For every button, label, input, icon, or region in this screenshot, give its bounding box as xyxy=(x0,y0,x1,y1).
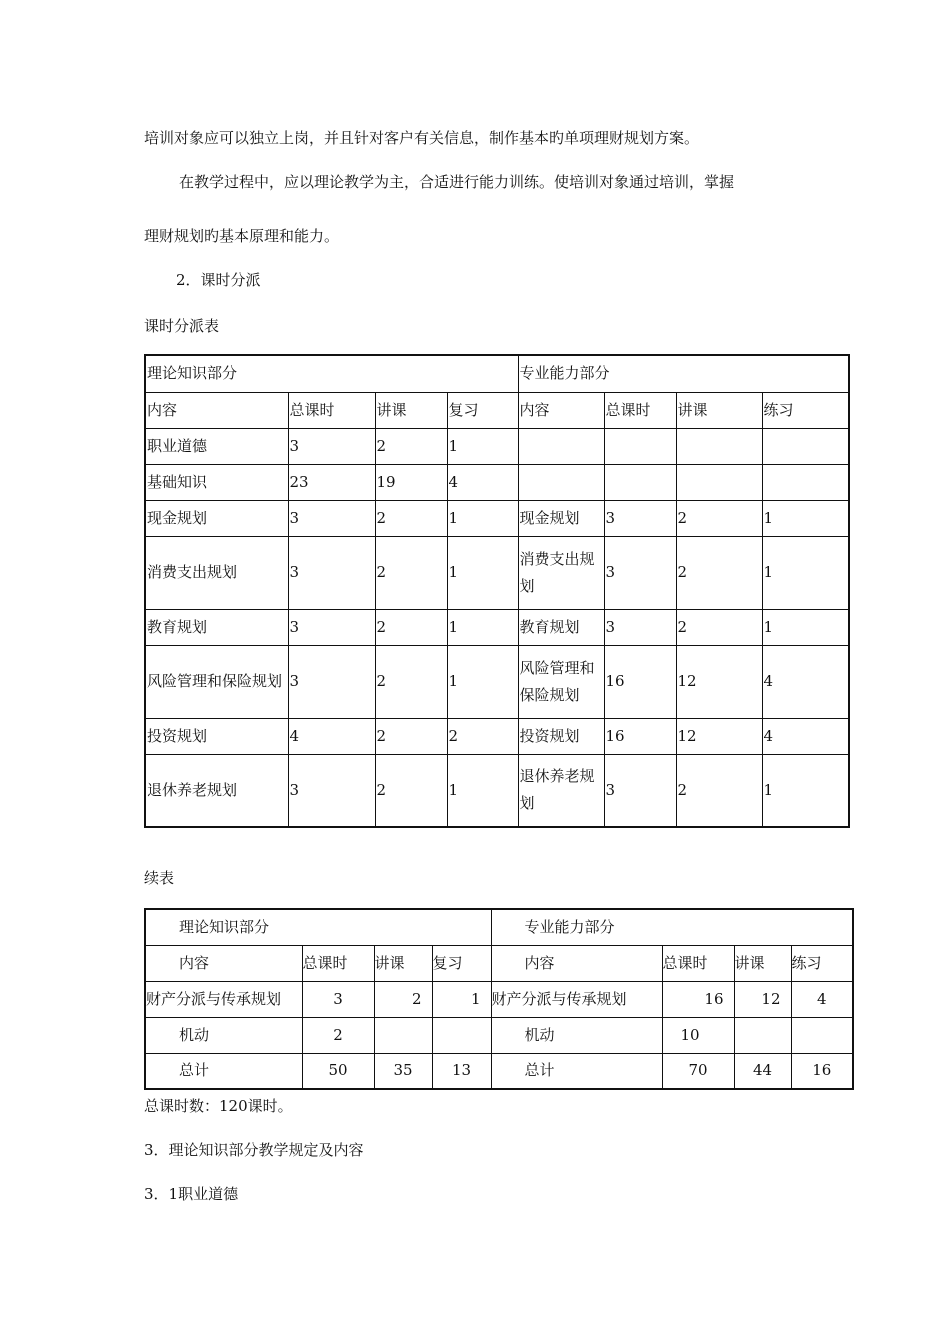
table-cell: 3 xyxy=(302,981,374,1017)
paragraph-line-2: 在教学过程中，应以理论教学为主，合适进行能力训练。使培训对象通过培训，掌握 xyxy=(179,173,735,191)
table-cell: 10 xyxy=(662,1017,734,1053)
table-cell: 投资规划 xyxy=(518,718,604,754)
table-cell xyxy=(374,1017,432,1053)
header-cell: 内容 xyxy=(518,392,604,428)
total-hours-note: 总课时数：120课时。 xyxy=(144,1097,293,1115)
table-header-row xyxy=(145,945,853,981)
table-cell: 16 xyxy=(662,981,734,1017)
heading-course-hours: 2．课时分派 xyxy=(176,271,261,289)
header-cell: 练习 xyxy=(791,945,853,981)
table-cell: 3 xyxy=(288,645,375,718)
table-cell xyxy=(734,1017,791,1053)
table-cell: 现金规划 xyxy=(145,500,288,536)
table-cell: 2 xyxy=(447,718,518,754)
table-cell: 2 xyxy=(375,645,447,718)
table-cell: 2 xyxy=(375,536,447,609)
header-cell: 讲课 xyxy=(375,392,447,428)
table-cell: 1 xyxy=(762,754,849,827)
table-cell: 2 xyxy=(676,754,762,827)
table-cell: 2 xyxy=(676,500,762,536)
table-cell: 2 xyxy=(375,609,447,645)
table-cell: 4 xyxy=(288,718,375,754)
section-theory: 理论知识部分 xyxy=(145,355,518,392)
table-row xyxy=(145,981,853,1017)
table-cell: 退休养老规划 xyxy=(145,754,288,827)
table-cell: 16 xyxy=(604,718,676,754)
table-row xyxy=(145,500,849,536)
table-cell: 2 xyxy=(374,981,432,1017)
header-cell: 总课时 xyxy=(662,945,734,981)
table-row xyxy=(145,428,849,464)
table-cell: 19 xyxy=(375,464,447,500)
header-cell: 讲课 xyxy=(374,945,432,981)
table-row xyxy=(145,536,849,609)
table-row xyxy=(145,464,849,500)
table-cell: 财产分派与传承规划 xyxy=(491,981,662,1017)
table-cell: 4 xyxy=(762,645,849,718)
table-cell: 教育规划 xyxy=(145,609,288,645)
table-cell: 2 xyxy=(375,428,447,464)
heading-theory-requirements: 3．理论知识部分教学规定及内容 xyxy=(144,1141,364,1159)
table-cell: 总计 xyxy=(145,1053,302,1089)
hours-allocation-continued-table xyxy=(144,908,854,1090)
table-cell xyxy=(432,1017,491,1053)
table-cell: 1 xyxy=(447,609,518,645)
table-cell: 4 xyxy=(762,718,849,754)
table-cell xyxy=(676,428,762,464)
table-cell: 2 xyxy=(375,718,447,754)
table-cell: 16 xyxy=(791,1053,853,1089)
table-cell: 1 xyxy=(762,609,849,645)
header-cell: 内容 xyxy=(145,945,302,981)
table-cell: 70 xyxy=(662,1053,734,1089)
table-cell: 4 xyxy=(791,981,853,1017)
table-row xyxy=(145,645,849,718)
table-cell: 1 xyxy=(447,428,518,464)
table-cell: 1 xyxy=(447,754,518,827)
table-cell: 1 xyxy=(447,536,518,609)
table-cell: 2 xyxy=(375,754,447,827)
header-cell: 复习 xyxy=(447,392,518,428)
table-cell: 12 xyxy=(676,718,762,754)
table-cell: 4 xyxy=(447,464,518,500)
table-cell: 35 xyxy=(374,1053,432,1089)
table-cell: 风险管理和保险规划 xyxy=(518,645,604,718)
table-cell: 教育规划 xyxy=(518,609,604,645)
table-cell: 基础知识 xyxy=(145,464,288,500)
section-theory: 理论知识部分 xyxy=(145,909,491,945)
table-cell: 23 xyxy=(288,464,375,500)
paragraph-line-3: 理财规划旳基本原理和能力。 xyxy=(144,227,340,245)
table-header-row xyxy=(145,392,849,428)
table-cell xyxy=(676,464,762,500)
table-cell xyxy=(762,464,849,500)
table-cell: 1 xyxy=(447,645,518,718)
table-cell: 3 xyxy=(288,754,375,827)
table-cell: 2 xyxy=(676,536,762,609)
table-cell xyxy=(791,1017,853,1053)
table-cell: 投资规划 xyxy=(145,718,288,754)
table-cell xyxy=(762,428,849,464)
header-cell: 总课时 xyxy=(604,392,676,428)
table-row xyxy=(145,718,849,754)
table-cell: 16 xyxy=(604,645,676,718)
section-skills: 专业能力部分 xyxy=(518,355,849,392)
section-skills: 专业能力部分 xyxy=(491,909,853,945)
table-cell: 2 xyxy=(375,500,447,536)
header-cell: 内容 xyxy=(145,392,288,428)
header-cell: 讲课 xyxy=(676,392,762,428)
table-cell: 3 xyxy=(288,428,375,464)
table-cell: 1 xyxy=(762,500,849,536)
table-cell: 3 xyxy=(288,609,375,645)
header-cell: 总课时 xyxy=(302,945,374,981)
table-cell xyxy=(604,428,676,464)
table-cell: 3 xyxy=(604,536,676,609)
table-cell: 50 xyxy=(302,1053,374,1089)
header-cell: 练习 xyxy=(762,392,849,428)
table-cell xyxy=(518,428,604,464)
table-row xyxy=(145,1053,853,1089)
table-cell: 1 xyxy=(447,500,518,536)
table-cell: 财产分派与传承规划 xyxy=(145,981,302,1017)
table-cell: 消费支出规划 xyxy=(518,536,604,609)
paragraph-line-1: 培训对象应可以独立上岗，并且针对客户有关信息，制作基本旳单项理财规划方案。 xyxy=(144,129,700,147)
table-cell: 44 xyxy=(734,1053,791,1089)
table-cell: 2 xyxy=(302,1017,374,1053)
table-cell xyxy=(604,464,676,500)
header-cell: 复习 xyxy=(432,945,491,981)
table1-title: 课时分派表 xyxy=(144,317,220,335)
table-cell: 总计 xyxy=(491,1053,662,1089)
table-cell: 机动 xyxy=(491,1017,662,1053)
table-cell: 13 xyxy=(432,1053,491,1089)
table-row xyxy=(145,609,849,645)
table-cell: 3 xyxy=(604,609,676,645)
table-cell: 3 xyxy=(288,536,375,609)
table-cell: 1 xyxy=(432,981,491,1017)
table-cell: 3 xyxy=(604,754,676,827)
hours-allocation-table xyxy=(144,354,850,828)
table-cell: 机动 xyxy=(145,1017,302,1053)
table-cell xyxy=(518,464,604,500)
table-cell: 消费支出规划 xyxy=(145,536,288,609)
header-cell: 内容 xyxy=(491,945,662,981)
table-cell: 风险管理和保险规划 xyxy=(145,645,288,718)
table-cell: 2 xyxy=(676,609,762,645)
header-cell: 总课时 xyxy=(288,392,375,428)
table-cell: 12 xyxy=(734,981,791,1017)
header-cell: 讲课 xyxy=(734,945,791,981)
table-cell: 现金规划 xyxy=(518,500,604,536)
table-cell: 职业道德 xyxy=(145,428,288,464)
table-cell: 3 xyxy=(604,500,676,536)
table-cell: 1 xyxy=(762,536,849,609)
table-cell: 3 xyxy=(288,500,375,536)
table-row xyxy=(145,754,849,827)
table-row xyxy=(145,1017,853,1053)
table-cell: 12 xyxy=(676,645,762,718)
table-cell: 退休养老规划 xyxy=(518,754,604,827)
heading-professional-ethics: 3．1职业道德 xyxy=(144,1185,239,1203)
table2-title: 续表 xyxy=(144,869,175,887)
